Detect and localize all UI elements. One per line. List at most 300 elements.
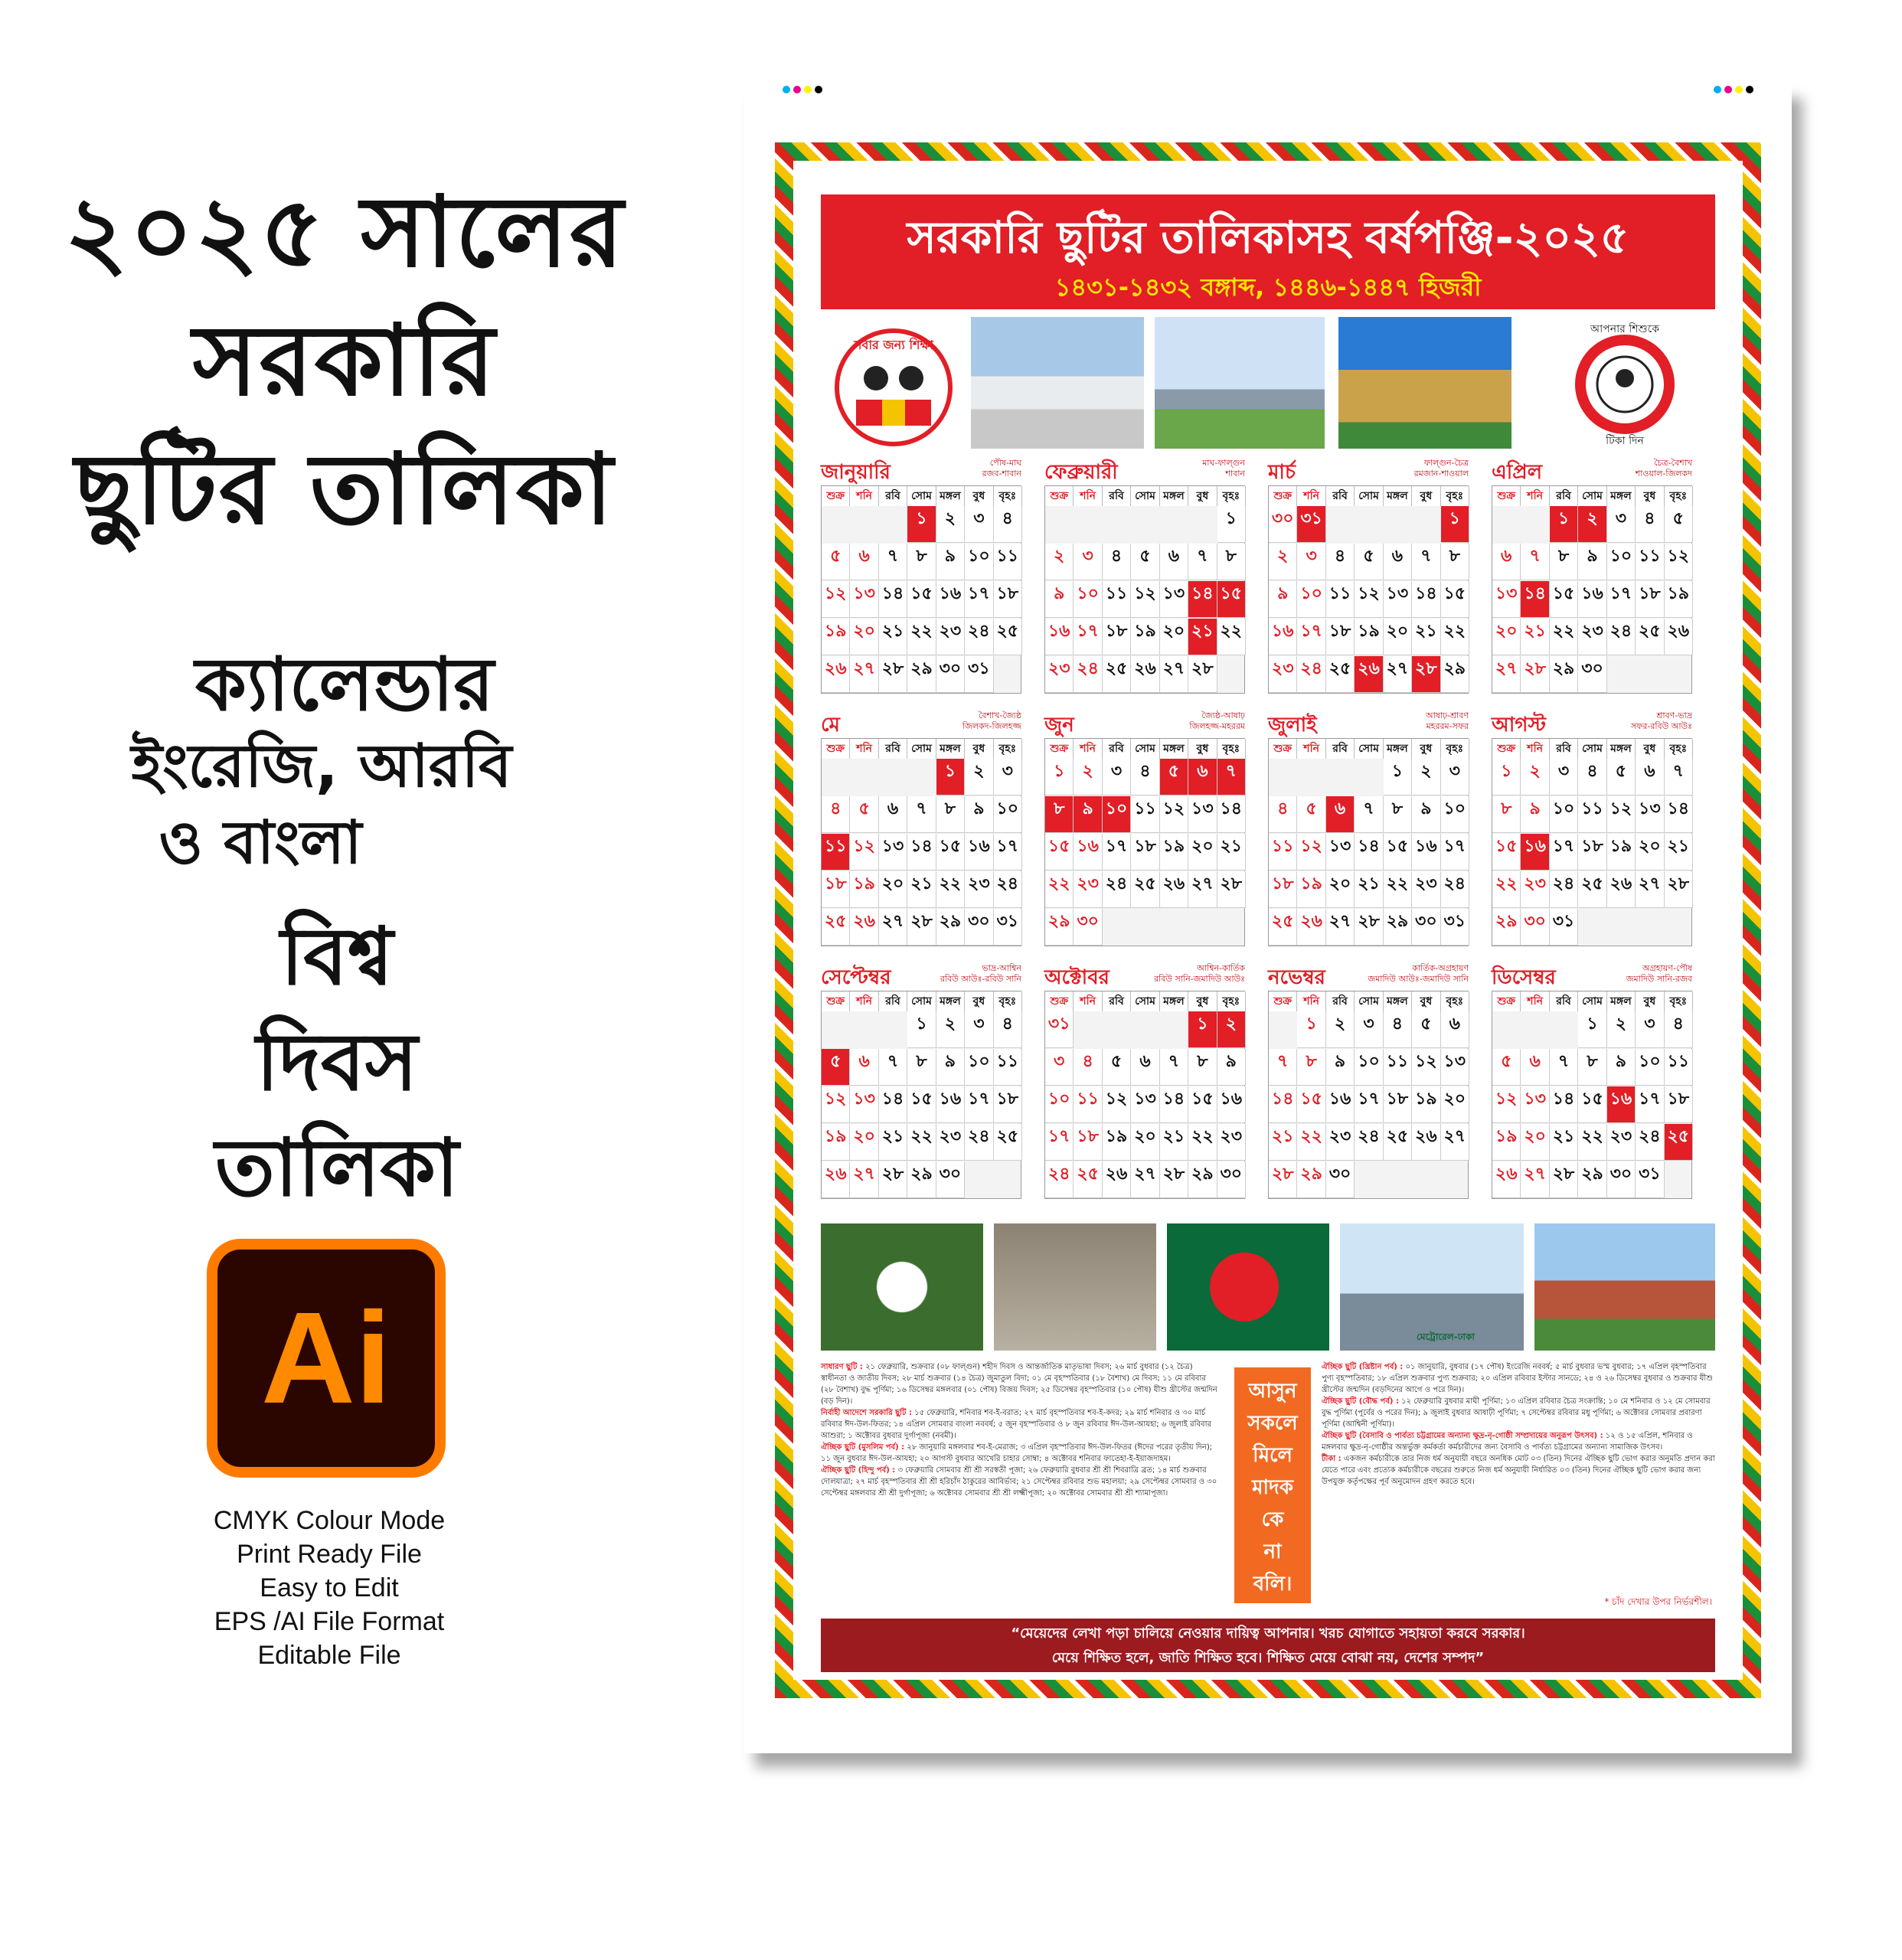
day-cell: ২৮ <box>1160 1161 1188 1198</box>
day-cell: ২৮ <box>907 909 936 946</box>
day-cell: ১২ <box>1412 1049 1440 1086</box>
day-cell: ৭ <box>1355 796 1383 833</box>
weekday-header: শনি <box>1521 486 1549 506</box>
day-cell: ২৮ <box>1665 871 1693 908</box>
day-cell: ২১ <box>1188 619 1217 655</box>
day-cell: ২৬ <box>1297 909 1325 946</box>
day-cell: ২৬ <box>1492 1161 1521 1198</box>
weekday-header: শুক্র <box>1269 739 1297 759</box>
day-cell: ৭ <box>879 544 907 580</box>
month-name: এপ্রিল <box>1492 461 1542 484</box>
weekday-header: বুধ <box>1412 486 1440 506</box>
day-cell: ২৫ <box>1103 656 1131 693</box>
day-cell: ৯ <box>936 544 965 580</box>
weekday-header: বৃহঃ <box>994 739 1022 759</box>
day-cell: ৭ <box>1550 1049 1578 1086</box>
day-cell: ৫ <box>1131 544 1159 580</box>
day-cell: ১১ <box>1384 1049 1412 1086</box>
weekday-header: বৃহঃ <box>1441 739 1469 759</box>
day-cell: ১০ <box>1045 1086 1074 1123</box>
month-name: ডিসেম্বর <box>1492 966 1556 989</box>
month-name: অক্টোবর <box>1044 966 1110 989</box>
logo2-top-text: আপনার শিশুকে <box>1590 323 1660 335</box>
poster-subtitle: ১৪৩১-১৪৩২ বঙ্গাব্দ, ১৪৪৬-১৪৪৭ হিজরী <box>1054 273 1482 302</box>
day-cell: ১০ <box>1355 1049 1383 1086</box>
day-cell: ২০ <box>1188 834 1217 871</box>
weekday-header: রবি <box>879 991 907 1011</box>
weekday-header: রবি <box>879 486 907 506</box>
month-grid <box>821 485 1021 694</box>
day-cell: ১২ <box>1607 796 1636 833</box>
day-cell: ২৫ <box>1636 619 1664 655</box>
day-cell: ১১ <box>994 544 1022 580</box>
day-cell: ৮ <box>1441 544 1469 580</box>
day-cell: ২৬ <box>1355 656 1383 693</box>
month-alt-calendars: পৌষ-মাঘ রজব-শাবান <box>982 458 1021 479</box>
day-cell: ২৭ <box>1188 871 1217 908</box>
month-grid <box>1268 485 1469 694</box>
weekday-header: বৃহঃ <box>1217 991 1246 1011</box>
day-cell: ২২ <box>1188 1124 1217 1161</box>
day-cell: ১৭ <box>1074 619 1102 655</box>
day-cell: ২৪ <box>994 871 1022 908</box>
weekday-header: শুক্র <box>1045 486 1074 506</box>
notes-right-column <box>1322 1361 1715 1488</box>
holiday-notes <box>821 1361 1715 1614</box>
day-cell: ২৬ <box>822 656 850 693</box>
day-cell: ৮ <box>1217 544 1246 580</box>
anti-drug-slogan: আসুন সকলে মিলে মাদক কে না বলি। <box>1234 1367 1311 1603</box>
day-cell: ১২ <box>850 834 878 871</box>
day-cell: ১০ <box>1297 581 1325 618</box>
day-cell: ১৩ <box>1131 1086 1159 1123</box>
weekday-header: মঙ্গল <box>1160 991 1188 1011</box>
month-alt-calendars: চৈত্র-বৈশাখ শাওয়াল-জিলকদ <box>1635 458 1692 479</box>
month-name: জানুয়ারি <box>821 461 891 484</box>
day-cell: ৫ <box>1160 759 1188 795</box>
day-cell: ৩০ <box>1217 1161 1246 1198</box>
spec-item: Easy to Edit <box>260 1573 399 1602</box>
day-cell: ৩০ <box>1412 909 1440 946</box>
day-cell: ৬ <box>1188 759 1217 795</box>
day-cell: ৩ <box>965 506 993 543</box>
day-cell: ৬ <box>1326 796 1355 833</box>
day-cell: ২৫ <box>1665 1124 1693 1161</box>
month-header <box>1268 456 1469 484</box>
day-cell: ১৭ <box>1103 834 1131 871</box>
day-cell: ৯ <box>1578 544 1606 580</box>
day-cell: ১০ <box>1636 1049 1664 1086</box>
day-cell: ২০ <box>1160 619 1188 655</box>
day-cell: ৯ <box>1607 1049 1636 1086</box>
month-grid <box>821 738 1021 946</box>
day-cell: ১০ <box>1441 796 1469 833</box>
month-header <box>1492 456 1692 484</box>
weekday-header: মঙ্গল <box>1160 486 1188 506</box>
month-grid <box>1492 991 1692 1199</box>
day-cell: ২৩ <box>1578 619 1606 655</box>
weekday-header: সোম <box>907 991 936 1011</box>
spec-item: Editable File <box>257 1641 401 1670</box>
day-cell: ৭ <box>1269 1049 1297 1086</box>
day-cell: ৫ <box>1492 1049 1521 1086</box>
day-cell: ২৩ <box>1045 656 1074 693</box>
day-cell: ২৫ <box>994 1124 1022 1161</box>
day-cell: ২৮ <box>1412 656 1440 693</box>
weekday-header: সোম <box>907 739 936 759</box>
day-cell: ৫ <box>1412 1011 1440 1048</box>
day-cell: ২৬ <box>1412 1124 1440 1161</box>
day-cell: ৩ <box>1550 759 1578 795</box>
month-alt-calendars: ভাদ্র-আশ্বিন রবিউ আউঃ-রবিউ সানি <box>940 963 1021 984</box>
weekday-header: মঙ্গল <box>1607 739 1636 759</box>
day-cell: ৯ <box>1074 796 1102 833</box>
day-cell: ১৭ <box>1607 581 1636 618</box>
weekday-header: শুক্র <box>822 486 850 506</box>
note-item: ঐচ্ছিক ছুটি (মুসলিম পর্ব) : ২৮ জানুয়ারি মঙ্গলবার শব-ই-মেরাজ; ৩ এপ্রিল বৃহস্পতিবার ঈদ-উল-ফিতর (ঈদের পরের তৃতীয় দিন); ১১ জুন বুধবার ঈদ-উল-আযহা; ২০ আগস্ট বুধবার আখেরি চাহার সোম্বা; ৪ অক্টোবর শনিবার ফাতেহা-ই-ইয়াজদাহম। <box>821 1443 1213 1463</box>
day-cell: ১ <box>1045 759 1074 795</box>
day-cell: ১৯ <box>1492 1124 1521 1161</box>
day-cell: ১৬ <box>1521 834 1549 871</box>
weekday-header: বৃহঃ <box>1217 486 1246 506</box>
month-calendar <box>821 456 1021 694</box>
day-cell: ২৫ <box>1578 871 1606 908</box>
day-cell: ১৭ <box>965 581 993 618</box>
day-cell: ২৯ <box>907 1161 936 1198</box>
day-cell: ১৩ <box>850 581 878 618</box>
day-cell: ২৪ <box>1550 871 1578 908</box>
day-cell: ২১ <box>1412 619 1440 655</box>
day-cell: ৩১ <box>1045 1011 1074 1048</box>
day-cell: ৩১ <box>1636 1161 1664 1198</box>
day-cell: ২৯ <box>1188 1161 1217 1198</box>
day-cell: ১৮ <box>1103 619 1131 655</box>
day-cell: ৬ <box>1521 1049 1549 1086</box>
day-cell: ২৮ <box>1217 871 1246 908</box>
day-cell: ১৯ <box>850 871 878 908</box>
day-cell: ২২ <box>1297 1124 1325 1161</box>
day-cell: ১৩ <box>1188 796 1217 833</box>
day-cell: ৪ <box>1074 1049 1102 1086</box>
weekday-header: শুক্র <box>1492 486 1521 506</box>
day-cell: ৩০ <box>1269 506 1297 543</box>
day-cell: ১৫ <box>1297 1086 1325 1123</box>
day-cell: ১৬ <box>1412 834 1440 871</box>
weekday-header: রবি <box>1326 991 1355 1011</box>
day-cell: ২ <box>1269 544 1297 580</box>
day-cell: ৫ <box>822 544 850 580</box>
day-cell: ২৫ <box>1131 871 1159 908</box>
day-cell: ৯ <box>1326 1049 1355 1086</box>
day-cell: ১৪ <box>907 834 936 871</box>
logo1-text: সবার জন্য শিক্ষা <box>853 338 934 352</box>
month-alt-calendars: জ্যৈষ্ঠ-আষাঢ় জিলহজ্জ-মহররম <box>1189 710 1245 731</box>
day-cell: ৮ <box>907 1049 936 1086</box>
day-cell: ১১ <box>822 834 850 871</box>
day-cell: ২৭ <box>850 1161 878 1198</box>
day-cell: ১২ <box>1665 544 1693 580</box>
weekday-header: সোম <box>1131 991 1159 1011</box>
weekday-header: বুধ <box>1636 991 1664 1011</box>
day-cell: ১৫ <box>1492 834 1521 871</box>
day-cell: ৩ <box>1074 544 1102 580</box>
month-name: মে <box>821 714 840 737</box>
day-cell: ৬ <box>1160 544 1188 580</box>
day-cell: ১৯ <box>1665 581 1693 618</box>
day-cell: ২৯ <box>936 909 965 946</box>
day-cell: ২৬ <box>1665 619 1693 655</box>
day-cell: ১৫ <box>1550 581 1578 618</box>
day-cell: ২৬ <box>1607 871 1636 908</box>
weekday-header: শনি <box>1297 991 1325 1011</box>
top-photo-row <box>821 317 1715 449</box>
month-calendar <box>1492 962 1692 1199</box>
day-cell: ২৮ <box>1550 1161 1578 1198</box>
day-cell: ১৩ <box>879 834 907 871</box>
day-cell: ৩ <box>1355 1011 1383 1048</box>
day-cell: ৯ <box>1521 796 1549 833</box>
day-cell: ২৩ <box>936 619 965 655</box>
day-cell: ২ <box>1607 1011 1636 1048</box>
day-cell: ৪ <box>1384 1011 1412 1048</box>
day-cell: ২৭ <box>850 656 878 693</box>
day-cell: ২৯ <box>1297 1161 1325 1198</box>
weekday-header: বৃহঃ <box>1441 991 1469 1011</box>
weekday-header: বৃহঃ <box>994 991 1022 1011</box>
weekday-header: রবি <box>1550 486 1578 506</box>
day-cell: ৫ <box>822 1049 850 1086</box>
spec-item: EPS /AI File Format <box>214 1607 445 1636</box>
weekday-header: সোম <box>907 486 936 506</box>
day-cell: ২৩ <box>1074 871 1102 908</box>
day-cell: ৩০ <box>1607 1161 1636 1198</box>
day-cell: ১৪ <box>879 581 907 618</box>
notes-left-column <box>821 1361 1217 1499</box>
day-cell: ৮ <box>1045 796 1074 833</box>
weekday-header: শনি <box>850 486 878 506</box>
day-cell: ২৪ <box>1103 871 1131 908</box>
note-item: নির্বাহী আদেশে সরকারি ছুটি : ১৫ ফেব্রুয়ারি, শনিবার শব-ই-বরাত; ২৭ মার্চ বৃহস্পতিবার শব-ই-কদর; ২৯ মার্চ শনিবার ও ৩০ মার্চ রবিবার ঈদ-উল-ফিতর; ১৪ এপ্রিল সোমবার বাংলা নববর্ষ; ৫ জুন বৃহস্পতিবার ও ৮ জুন রবিবার ঈদ-উল-আযহা; ৬ জুলাই রবিবার আশুরা; ১ অক্টোবর বুধবার দুর্গাপূজা (নবমী)। <box>821 1409 1212 1440</box>
day-cell: ১২ <box>822 1086 850 1123</box>
weekday-header: শনি <box>1297 739 1325 759</box>
month-calendar <box>1044 962 1245 1199</box>
day-cell: ২ <box>1521 759 1549 795</box>
day-cell: ৪ <box>994 1011 1022 1048</box>
day-cell: ৮ <box>1492 796 1521 833</box>
day-cell: ১১ <box>1636 544 1664 580</box>
day-cell: ৮ <box>1578 1049 1606 1086</box>
day-cell: ৭ <box>1521 544 1549 580</box>
day-cell: ১০ <box>1103 796 1131 833</box>
day-cell: ১৮ <box>1578 834 1606 871</box>
month-name: মার্চ <box>1268 461 1296 484</box>
footer-line-1: “মেয়েদের লেখা পড়া চালিয়ে নেওয়ার দায়িত্ব আপনার। খরচ যোগাতে সহায়তা করবে সরকার। <box>1011 1625 1525 1642</box>
month-name: নভেম্বর <box>1268 966 1325 989</box>
day-cell: ৭ <box>1160 1049 1188 1086</box>
day-cell: ২ <box>1326 1011 1355 1048</box>
month-calendar <box>1268 709 1469 946</box>
weekday-header: বৃহঃ <box>1665 739 1693 759</box>
day-cell: ৭ <box>1217 759 1246 795</box>
day-cell: ২১ <box>1269 1124 1297 1161</box>
day-cell: ২৮ <box>1269 1161 1297 1198</box>
day-cell: ১৮ <box>1326 619 1355 655</box>
day-cell: ১৩ <box>1384 581 1412 618</box>
weekday-header: মঙ্গল <box>1384 486 1412 506</box>
day-cell: ২৫ <box>1074 1161 1102 1198</box>
day-cell: ২৫ <box>994 619 1022 655</box>
day-cell: ১৫ <box>936 834 965 871</box>
day-cell: ২৩ <box>1269 656 1297 693</box>
weekday-header: শুক্র <box>822 739 850 759</box>
month-name: ফেব্রুয়ারী <box>1044 461 1118 484</box>
weekday-header: সোম <box>1355 486 1383 506</box>
day-cell: ১৫ <box>907 1086 936 1123</box>
world-line-2: দিবস <box>256 1015 418 1109</box>
weekday-header: রবি <box>1103 739 1131 759</box>
day-cell: ১৭ <box>1636 1086 1664 1123</box>
weekday-header: বুধ <box>1636 486 1664 506</box>
day-cell: ১২ <box>1297 834 1325 871</box>
weekday-header: শুক্র <box>1269 486 1297 506</box>
weekday-header: বৃহঃ <box>994 486 1022 506</box>
day-cell: ১৬ <box>1326 1086 1355 1123</box>
day-cell: ২৬ <box>1131 656 1159 693</box>
day-cell: ৬ <box>1636 759 1664 795</box>
weekday-header: রবি <box>1326 486 1355 506</box>
day-cell: ১৪ <box>1355 834 1383 871</box>
day-cell: ১২ <box>1131 581 1159 618</box>
weekday-header: রবি <box>1550 739 1578 759</box>
day-cell: ৩ <box>994 759 1022 795</box>
day-cell: ১৩ <box>1492 581 1521 618</box>
day-cell: ৯ <box>1269 581 1297 618</box>
day-cell: ১৯ <box>822 619 850 655</box>
day-cell: ৬ <box>1492 544 1521 580</box>
weekday-header: বুধ <box>1188 739 1217 759</box>
day-cell: ২৪ <box>1636 1124 1664 1161</box>
registration-marks-icon <box>1714 86 1753 93</box>
weekday-header: বুধ <box>1412 739 1440 759</box>
month-alt-calendars: শ্রাবণ-ভাদ্র সফর-রবিউ আউঃ <box>1631 710 1692 731</box>
day-cell: ২০ <box>1521 1124 1549 1161</box>
parliament-photo <box>1338 317 1511 449</box>
education-for-all-logo-icon <box>821 317 966 449</box>
day-cell: ১৫ <box>907 581 936 618</box>
day-cell: ৪ <box>1326 544 1355 580</box>
weekday-header: বুধ <box>1412 991 1440 1011</box>
poster-title: সরকারি ছুটির তালিকাসহ বর্ষপঞ্জি-২০২৫ <box>907 211 1629 263</box>
day-cell: ২৬ <box>1103 1161 1131 1198</box>
month-name: আগস্ট <box>1492 714 1546 737</box>
day-cell: ১৮ <box>994 581 1022 618</box>
lalbagh-fort-photo <box>1534 1223 1715 1351</box>
day-cell: ২১ <box>1550 1124 1578 1161</box>
day-cell: ২৭ <box>1131 1161 1159 1198</box>
illustrator-logo-icon <box>207 1239 446 1478</box>
day-cell: ১৮ <box>994 1086 1022 1123</box>
day-cell: ২৯ <box>1441 656 1469 693</box>
day-cell: ১১ <box>1131 796 1159 833</box>
world-line-1: বিশ্ব <box>280 910 394 1003</box>
day-cell: ২ <box>965 759 993 795</box>
calendar-poster <box>744 84 1792 1753</box>
weekday-header: মঙ্গল <box>936 486 965 506</box>
weekday-header: রবি <box>1103 991 1131 1011</box>
day-cell: ২০ <box>1384 619 1412 655</box>
weekday-header: সোম <box>1578 991 1606 1011</box>
mosque-photo <box>971 317 1144 449</box>
day-cell: ২৭ <box>879 909 907 946</box>
day-cell: ১৬ <box>936 1086 965 1123</box>
day-cell: ৯ <box>1045 581 1074 618</box>
day-cell: ১৭ <box>1045 1124 1074 1161</box>
day-cell: ৯ <box>1217 1049 1246 1086</box>
weekday-header: রবি <box>879 739 907 759</box>
weekday-header: সোম <box>1578 486 1606 506</box>
day-cell: ১৫ <box>1217 581 1246 618</box>
day-cell: ৬ <box>1131 1049 1159 1086</box>
day-cell: ১৬ <box>1607 1086 1636 1123</box>
day-cell: ২০ <box>850 1124 878 1161</box>
day-cell: ১৫ <box>1045 834 1074 871</box>
month-alt-calendars: আষাঢ়-শ্রাবণ মহররম-সফর <box>1425 710 1469 731</box>
day-cell: ১ <box>1492 759 1521 795</box>
day-cell: ২২ <box>907 1124 936 1161</box>
day-cell: ১৬ <box>965 834 993 871</box>
promo-languages-line-1: ইংরেজি, আরবি <box>131 732 512 801</box>
day-cell: ১৪ <box>1160 1086 1188 1123</box>
month-calendar <box>1268 962 1469 1199</box>
day-cell: ২৭ <box>1384 656 1412 693</box>
headline-line-2: সরকারি <box>192 304 497 418</box>
day-cell: ২৪ <box>1607 619 1636 655</box>
day-cell: ৫ <box>1607 759 1636 795</box>
day-cell: ৩১ <box>1550 909 1578 946</box>
day-cell: ১৪ <box>1550 1086 1578 1123</box>
day-cell: ১৪ <box>1269 1086 1297 1123</box>
day-cell: ১৮ <box>1636 581 1664 618</box>
day-cell: ২১ <box>1665 834 1693 871</box>
day-cell: ২৪ <box>1074 656 1102 693</box>
vaccination-logo-icon <box>1548 317 1701 449</box>
day-cell: ৩ <box>965 1011 993 1048</box>
illustrator-logo-text: Ai <box>261 1285 391 1431</box>
day-cell: ১৮ <box>1665 1086 1693 1123</box>
day-cell: ৪ <box>1103 544 1131 580</box>
promo-calendar-label: ক্যালেন্ডার <box>194 642 495 727</box>
weekday-header: বুধ <box>965 486 993 506</box>
day-cell: ৩১ <box>1441 909 1469 946</box>
metro-caption: মেট্রোরেল-ঢাকা <box>1417 1331 1475 1342</box>
day-cell: ৫ <box>1103 1049 1131 1086</box>
day-cell: ২৮ <box>1521 656 1549 693</box>
day-cell: ২২ <box>1384 871 1412 908</box>
weekday-header: শুক্র <box>1045 739 1074 759</box>
day-cell: ২৫ <box>1326 656 1355 693</box>
day-cell: ১০ <box>965 1049 993 1086</box>
day-cell: ২১ <box>879 619 907 655</box>
day-cell: ১১ <box>1103 581 1131 618</box>
day-cell: ১ <box>1297 1011 1325 1048</box>
day-cell: ১৩ <box>1326 834 1355 871</box>
moon-sighting-note: * চাঁদ দেখার উপর নির্ভরশীল। <box>1604 1596 1712 1607</box>
weekday-header: বৃহঃ <box>1665 486 1693 506</box>
month-name: সেপ্টেম্বর <box>821 966 891 989</box>
note-item: ঐচ্ছিক ছুটি (খ্রিষ্টান পর্ব) : ০১ জানুয়ারি, বুধবার (১৭ পৌষ) ইংরেজি নববর্ষ; ৫ মার্চ বুধবার ভস্ম বুধবার; ১৭ এপ্রিল বৃহস্পতিবার পুণ্য বৃহস্পতিবার; ১৮ এপ্রিল শুক্রবার পুণ্য শুক্রবার; ২০ এপ্রিল রবিবার ইস্টার সানডে; ২৪ ও ২৬ ডিসেম্বর বুধবার ও শুক্রবার যীশু খ্রীস্টের জন্মদিন (বড়দিনের আগে ও পরে দিন)। <box>1322 1363 1713 1394</box>
note-item: টীকা : একজন কর্মচারীকে তার নিজ ধর্ম অনুযায়ী বছরে অনধিক মোট ০৩ (তিন) দিনের ঐচ্ছিক ছুটি ভোগ করার অনুমতি প্রদান করা যেতে পারে এবং প্রত্যেক কর্মচারীকে বছরের শুরুতে নিজ ধর্ম অনুযায়ী নির্ধারিত ০৩ (তিন) দিনের ঐচ্ছিক ছুটি ভোগ করার জন্য উপযুক্ত কর্তৃপক্ষের পূর্ব অনুমোদন গ্রহণ করতে হবে। <box>1322 1455 1715 1486</box>
day-cell: ৩ <box>1297 544 1325 580</box>
